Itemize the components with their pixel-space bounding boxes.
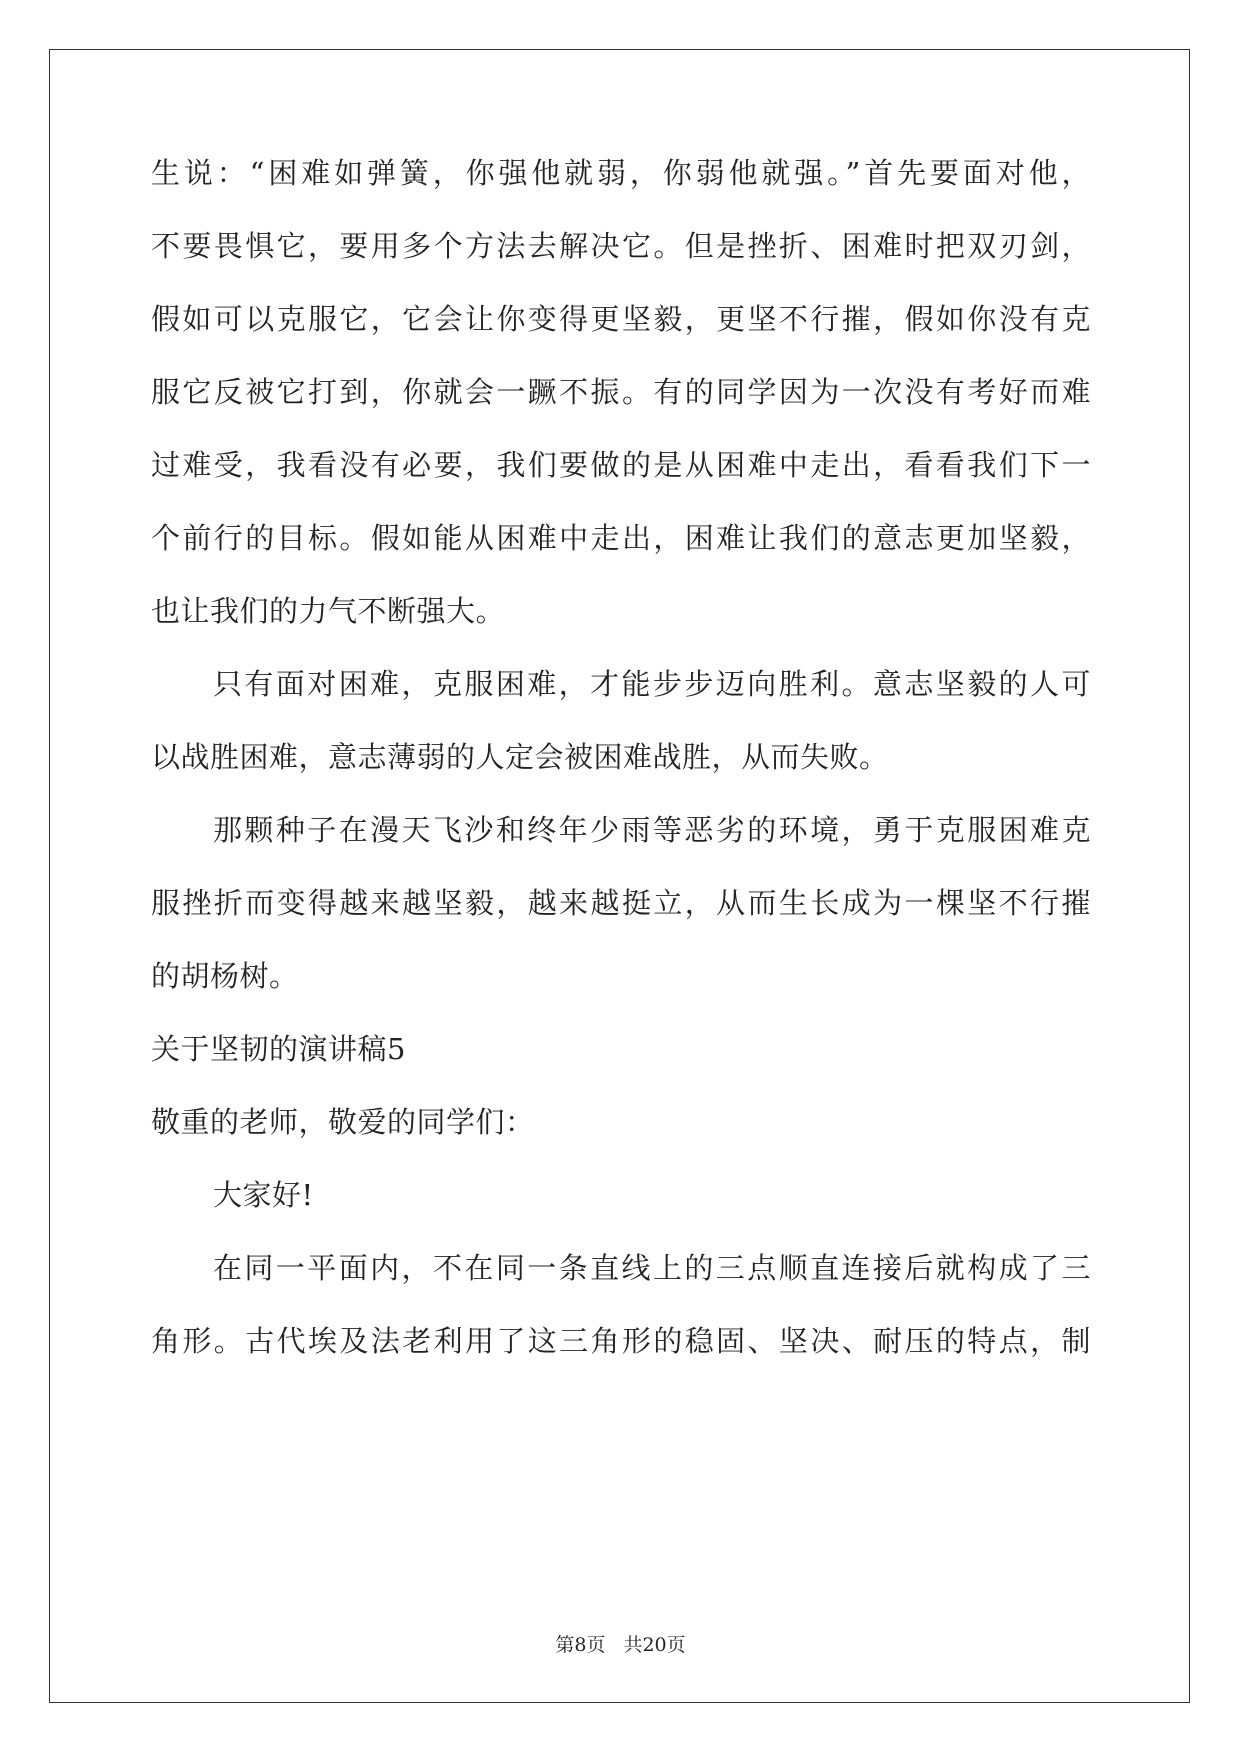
text-line: 生说：“困难如弹簧，你强他就弱，你弱他就强。”首先要面对他， xyxy=(151,156,1091,190)
page-footer xyxy=(0,1633,1241,1657)
text-line: 以战胜困难，意志薄弱的人定会被困难战胜，从而失败。 xyxy=(151,740,889,774)
section-title: 关于坚韧的演讲稿5 xyxy=(151,1032,406,1066)
paragraph-first-line: 只有面对困难，克服困难，才能步步迈向胜利。意志坚毅的人可 xyxy=(213,667,1091,701)
text-line: 假如可以克服它，它会让你变得更坚毅，更坚不行摧，假如你没有克 xyxy=(151,302,1091,336)
text-line: 个前行的目标。假如能从困难中走出，困难让我们的意志更加坚毅， xyxy=(151,521,1091,555)
text-line: 的胡杨树。 xyxy=(151,959,299,993)
page-border xyxy=(49,49,1190,1703)
text-line: 也让我们的力气不断强大。 xyxy=(151,594,506,628)
text-line: 过难受，我看没有必要，我们要做的是从困难中走出，看看我们下一 xyxy=(151,448,1091,482)
page-total: 共20页 xyxy=(623,1634,686,1656)
text-line: 服它反被它打到，你就会一蹶不振。有的同学因为一次没有考好而难 xyxy=(151,375,1091,409)
page-number: 第8页 xyxy=(555,1634,606,1656)
paragraph-first-line: 那颗种子在漫天飞沙和终年少雨等恶劣的环境，勇于克服困难克 xyxy=(213,813,1091,847)
paragraph-first-line: 在同一平面内，不在同一条直线上的三点顺直连接后就构成了三 xyxy=(213,1251,1091,1285)
text-line: 服挫折而变得越来越坚毅，越来越挺立，从而生长成为一棵坚不行摧 xyxy=(151,886,1091,920)
text-line: 角形。古代埃及法老利用了这三角形的稳固、坚决、耐压的特点，制 xyxy=(151,1324,1091,1358)
salutation: 敬重的老师，敬爱的同学们： xyxy=(151,1105,535,1139)
text-line: 不要畏惧它，要用多个方法去解决它。但是挫折、困难时把双刃剑， xyxy=(151,229,1091,263)
greeting: 大家好! xyxy=(213,1178,314,1212)
